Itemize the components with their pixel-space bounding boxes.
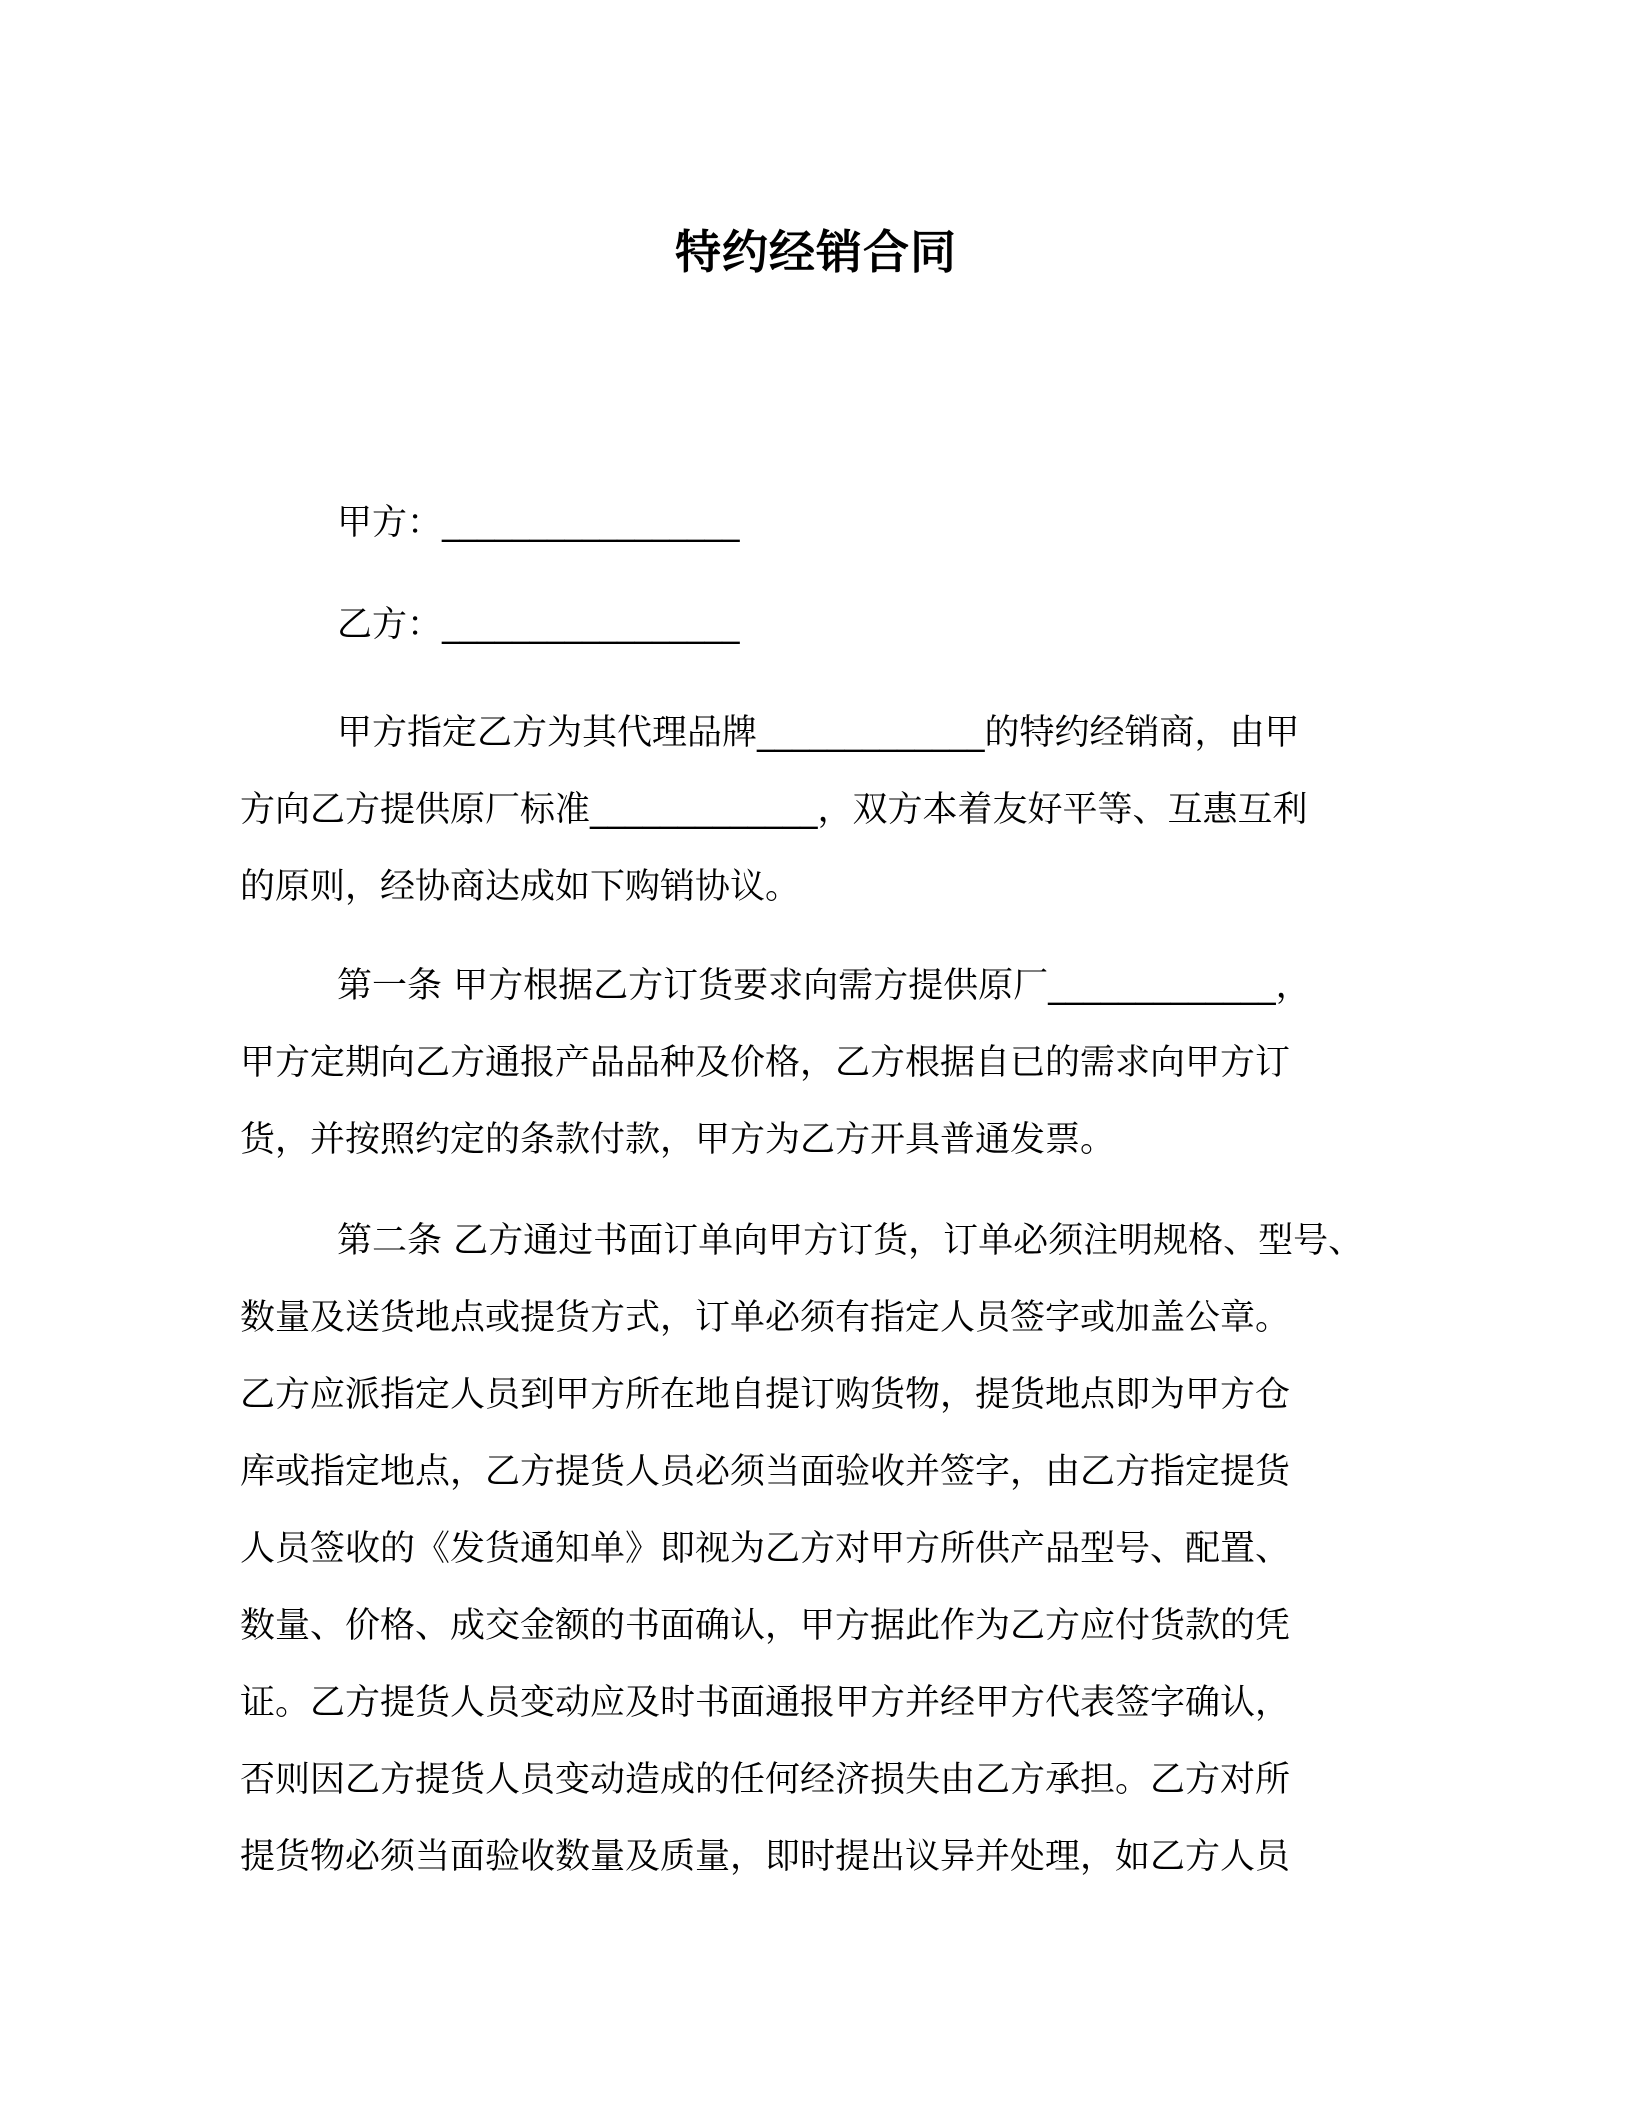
paragraph-line: 货，并按照约定的条款付款，甲方为乙方开具普通发票。 bbox=[240, 1120, 1116, 1160]
paragraph-line: 甲方指定乙方为其代理品牌_____________的特约经销商，由甲 bbox=[337, 713, 1300, 753]
paragraph-line: 提货物必须当面验收数量及质量，即时提出议异并处理，如乙方人员 bbox=[240, 1837, 1291, 1877]
paragraph-line: 方向乙方提供原厂标准_____________，双方本着友好平等、互惠互利 bbox=[240, 790, 1308, 830]
article-1-paragraph bbox=[240, 948, 1420, 1179]
paragraph-line: 的原则，经协商达成如下购销协议。 bbox=[240, 867, 801, 907]
paragraph-line: 甲方定期向乙方通报产品品种及价格，乙方根据自已的需求向甲方订 bbox=[240, 1043, 1291, 1083]
party-a-line: 甲方：_________________ bbox=[337, 503, 740, 543]
paragraph-line: 人员签收的《发货通知单》即视为乙方对甲方所供产品型号、配置、 bbox=[240, 1529, 1291, 1569]
paragraph-line: 数量及送货地点或提货方式，订单必须有指定人员签字或加盖公章。 bbox=[240, 1298, 1291, 1338]
article-2-paragraph bbox=[240, 1203, 1420, 1896]
paragraph-line: 库或指定地点，乙方提货人员必须当面验收并签字，由乙方指定提货 bbox=[240, 1452, 1291, 1492]
paragraph-line: 乙方应派指定人员到甲方所在地自提订购货物，提货地点即为甲方仓 bbox=[240, 1375, 1291, 1415]
paragraph-line: 第二条 乙方通过书面订单向甲方订货，订单必须注明规格、型号、 bbox=[337, 1221, 1364, 1261]
paragraph-line: 数量、价格、成交金额的书面确认，甲方据此作为乙方应付货款的凭 bbox=[240, 1606, 1291, 1646]
document-title: 特约经销合同 bbox=[675, 225, 957, 279]
paragraph-line: 否则因乙方提货人员变动造成的任何经济损失由乙方承担。乙方对所 bbox=[240, 1760, 1291, 1800]
party-b-line: 乙方：_________________ bbox=[337, 605, 740, 645]
paragraph-line: 第一条 甲方根据乙方订货要求向需方提供原厂_____________， bbox=[337, 966, 1311, 1006]
intro-paragraph bbox=[240, 695, 1420, 926]
paragraph-line: 证。乙方提货人员变动应及时书面通报甲方并经甲方代表签字确认， bbox=[240, 1683, 1291, 1723]
